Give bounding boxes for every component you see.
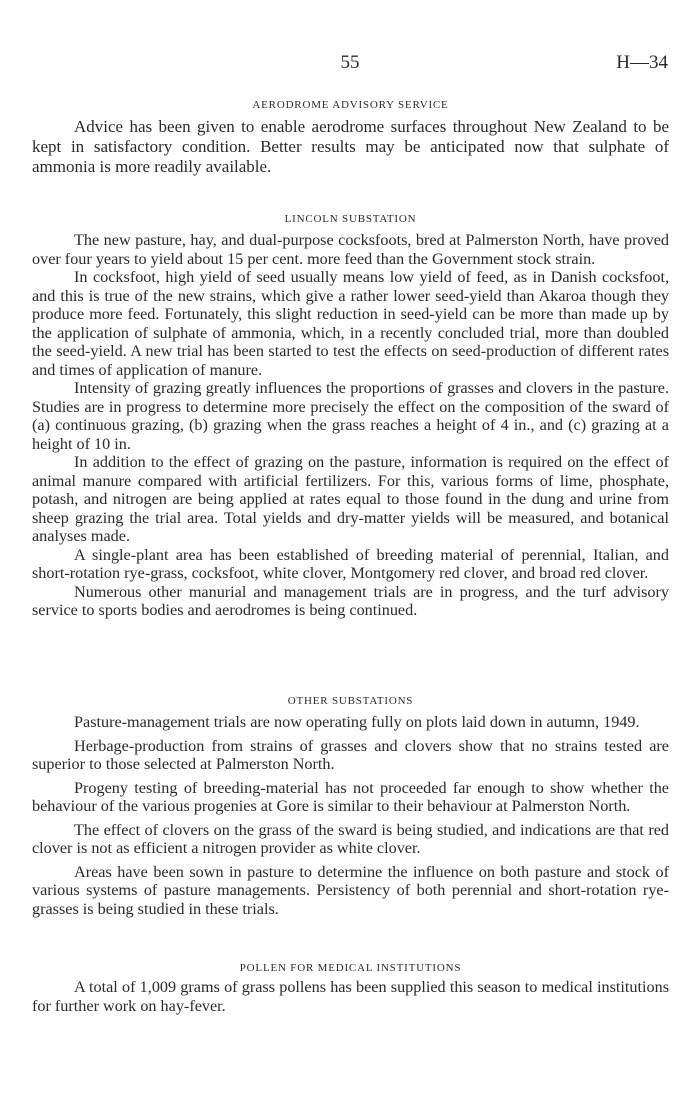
paragraph: The effect of clovers on the grass of the sward is being studied, and indications are that red clover is not as efficient a nitrogen provider as white clover. xyxy=(32,820,669,857)
section-heading: AERODROME ADVISORY SERVICE xyxy=(252,99,449,111)
section-lincoln-substation xyxy=(32,213,669,620)
paragraph: Pasture-management trials are now operating fully on plots laid down in autumn, 1949. xyxy=(74,713,640,731)
section-heading: OTHER SUBSTATIONS xyxy=(287,695,414,707)
section-aerodrome-advisory-service xyxy=(32,99,669,177)
paragraph: In addition to the effect of grazing on the pasture, information is required on the effect of animal manure compared with artificial fertilizers. For this, various forms of lime, phosphate, potash, and nitrogen are being applied at rates equal to those found in the dung and urine from sheep grazing the trial area. Total yields and dry-matter yields will be measured, and botanical analyses made. xyxy=(32,453,669,545)
section-pollen-for-medical-institutions xyxy=(32,962,669,1015)
section-other-substations xyxy=(32,695,669,923)
page-number: 55 xyxy=(340,52,360,73)
section-heading: LINCOLN SUBSTATION xyxy=(284,213,417,225)
paragraph: Progeny testing of breeding-material has not proceeded far enough to show whether the behaviour of the various progenies at Gore is similar to their behaviour at Palmerston North. xyxy=(32,778,669,815)
paragraph: A single-plant area has been established of breeding material of perennial, Italian, and short-rotation rye-grass, cocksfoot, white clover, Montgomery red clover, and broad red clover. xyxy=(32,545,669,582)
paragraph: A total of 1,009 grams of grass pollens has been supplied this season to medical institutions for further work on hay-fever. xyxy=(32,978,669,1015)
paragraph: Herbage-production from strains of grasses and clovers show that no strains tested are superior to those selected at Palmerston North. xyxy=(32,736,669,773)
paragraph: In cocksfoot, high yield of seed usually means low yield of feed, as in Danish cocksfoot, and this is true of the new strains, which give a rather lower seed-yield than Akaroa though they produce more feed. Fortunately, this slight reduction in seed-yield can be more than made up by the application of sulphate of ammonia, which, in a recently concluded trial, more than doubled the seed-yield. A new trial has been started to test the effects on seed-production of different rates and times of application of manure. xyxy=(32,268,669,379)
paragraph: The new pasture, hay, and dual-purpose cocksfoots, bred at Palmerston North, have proved over four years to yield about 15 per cent. more feed than the Government stock strain. xyxy=(32,231,669,268)
paragraph: Areas have been sown in pasture to determine the influence on both pasture and stock of various systems of pasture managements. Persistency of both perennial and short-rotation rye-grasses is being studied in these trials. xyxy=(32,862,669,918)
section-heading: POLLEN FOR MEDICAL INSTITUTIONS xyxy=(239,962,462,974)
paragraph: Numerous other manurial and management trials are in progress, and the turf advisory service to sports bodies and aerodromes is being continued. xyxy=(32,582,669,619)
paragraph: Intensity of grazing greatly influences the proportions of grasses and clovers in the pasture. Studies are in progress to determine more precisely the effect on the composition of the sward of (a) continuous grazing, (b) grazing when the grass reaches a height of 4 in., and (c) grazing at a height of 10 in. xyxy=(32,379,669,453)
paragraph: Advice has been given to enable aerodrome surfaces throughout New Zealand to be kept in satisfactory condition. Better results may be anticipated now that sulphate of ammonia is more readily available. xyxy=(32,117,669,176)
document-reference: H—34 xyxy=(616,52,668,73)
